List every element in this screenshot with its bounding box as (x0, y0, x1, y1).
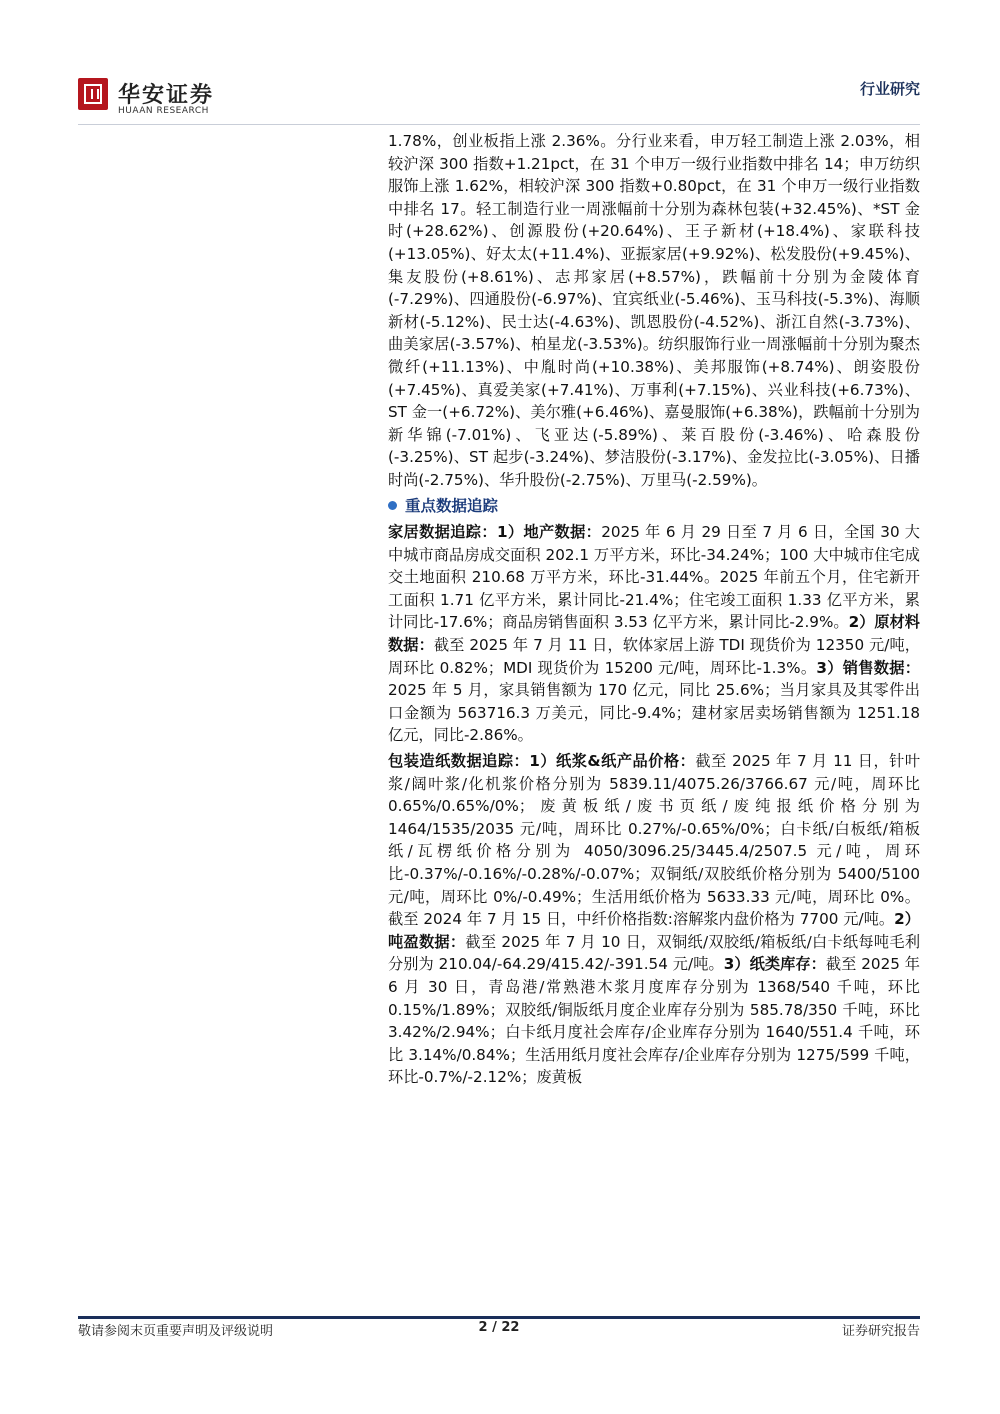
huaan-logo-icon (78, 78, 108, 110)
page-header (78, 72, 920, 122)
logo-text-en: HUAAN RESEARCH (118, 106, 209, 116)
packaging-data-paragraph (388, 750, 920, 1089)
page-number: 2 / 22 (478, 1320, 520, 1335)
section-title: 重点数据追踪 (405, 496, 499, 515)
pack-sub2-label: 2）吨盈数据： (388, 910, 920, 951)
section-heading (388, 495, 920, 518)
home-sub3-label: 3）销售数据： (816, 658, 920, 677)
market-summary-paragraph: 1.78%，创业板指上涨 2.36%。分行业来看，申万轻工制造上涨 2.03%，相较沪深 300 指数+1.21pct，在 31 个申万一级行业指数中排名 14；申万纺织服饰上涨 1.62%，相较沪深 300 指数+0.80pct，在 31 个申万一级行业指数中排名 17。轻工制造行业一周涨幅前十分别为森林包装(+32.45%)、*ST 金时(+28.62%)、创源股份(+20.64%)、王子新材(+18.4%)、家联科技(+13.05%)、好太太(+11.4%)、亚振家居(+9.92%)、松发股份(+9.45%)、集友股份(+8.61%)、志邦家居(+8.57%)，跌幅前十分别为金陵体育(-7.29%)、四通股份(-6.97%)、宜宾纸业(-5.46%)、玉马科技(-5.3%)、海顺新材(-5.12%)、民士达(-4.63%)、凯恩股份(-4.52%)、浙江自然(-3.73%)、曲美家居(-3.57%)、柏星龙(-3.53%)。纺织服饰行业一周涨幅前十分别为聚杰微纤(+11.13%)、中胤时尚(+10.38%)、美邦服饰(+8.74%)、朗姿股份(+7.45%)、真爱美家(+7.41%)、万事利(+7.15%)、兴业科技(+6.73%)、ST 金一(+6.72%)、美尔雅(+6.46%)、嘉曼服饰(+6.38%)，跌幅前十分别为新华锦(-7.01%)、飞亚达(-5.89%)、莱百股份(-3.46%)、哈森股份(-3.25%)、ST 起步(-3.24%)、梦洁股份(-3.17%)、金发拉比(-3.05%)、日播时尚(-2.75%)、华升股份(-2.75%)、万里马(-2.59%)。 (388, 132, 920, 489)
home-sub1-text: 2025 年 6 月 29 日至 7 月 6 日，全国 30 大中城市商品房成交面积 202.1 万平方米，环比-34.24%；100 大中城市住宅成交土地面积 210.68 万平方米，环比-31.44%。2025 年前五个月，住宅新开工面积 1.71 亿平方米，累计同比-21.4%；住宅竣工面积 1.33 亿平方米，累计同比-17.6%；商品房销售面积 3.53 亿平方米，累计同比-2.9%。 (388, 523, 920, 632)
home-data-paragraph (388, 521, 920, 747)
home-sub1-label: 1）地产数据： (496, 523, 602, 542)
pack-data-label: 包装造纸数据追踪： (388, 752, 530, 771)
home-sub2-label: 2）原材料数据： (388, 613, 920, 655)
pack-sub3-text: 截至 2025 年 6 月 30 日，青岛港/常熟港木浆月度库存分别为 1368/540 千吨，环比 0.15%/1.89%；双胶纸/铜版纸月度企业库存分别为 585.78/350 千吨，环比 3.42%/2.94%；白卡纸月度社会库存/企业库存分别为 1640/551.4 千吨，环比 3.14%/0.84%；生活用纸月度社会库存/企业库存分别为 1275/599 千吨，环比-0.7%/-2.12%；废黄板 (388, 955, 920, 1087)
bullet-dot-icon (388, 501, 397, 510)
pack-sub1-label: 1）纸浆&纸产品价格： (529, 752, 696, 771)
home-sub3-text: 2025 年 5 月，家具销售额为 170 亿元，同比 25.6%；当月家具及其零件出口金额为 563716.3 万美元，同比-9.4%；建材家居卖场销售额为 1251.18 亿元，同比-2.86%。 (388, 681, 920, 745)
disclaimer-note: 敬请参阅末页重要声明及评级说明 (78, 1324, 274, 1339)
main-content (388, 130, 920, 1092)
pack-sub3-label: 3）纸类库存： (723, 955, 826, 974)
report-type: 证券研究报告 (841, 1324, 920, 1339)
logo-text-cn: 华安证券 (118, 82, 215, 108)
report-category: 行业研究 (859, 80, 920, 98)
pack-sub1-text: 截至 2025 年 7 月 11 日，针叶浆/阔叶浆/化机浆价格分别为 5839.11/4075.26/3766.67 元/吨，周环比 0.65%/0.65%/0%；废黄板纸/废书页纸/废纯报纸价格分别为 1464/1535/2035 元/吨，周环比 0.27%/-0.65%/0%；白卡纸/白板纸/箱板纸/瓦楞纸价格分别为 4050/3096.25/3445.4/2507.5 元/吨，周环比-0.37%/-0.16%/-0.28%/-0.07%；双铜纸/双胶纸价格分别为 5400/5100 元/吨，周环比 0%/-0.49%；生活用纸价格为 5633.33 元/吨，周环比 0%。截至 2024 年 7 月 15 日，中纤价格指数:溶解浆内盘价格为 7700 元/吨。 (388, 752, 921, 929)
home-sub2-text: 截至 2025 年 7 月 11 日，软体家居上游 TDI 现货价为 12350 元/吨，周环比 0.82%；MDI 现货价为 15200 元/吨，周环比-1.3%。 (388, 636, 920, 677)
pack-sub2-text: 截至 2025 年 7 月 10 日，双铜纸/双胶纸/箱板纸/白卡纸每吨毛利分别为 210.04/-64.29/415.42/-391.54 元/吨。 (388, 932, 921, 974)
header-divider (78, 124, 920, 125)
footer-divider (78, 1316, 920, 1319)
home-data-label: 家居数据追踪： (388, 523, 497, 542)
